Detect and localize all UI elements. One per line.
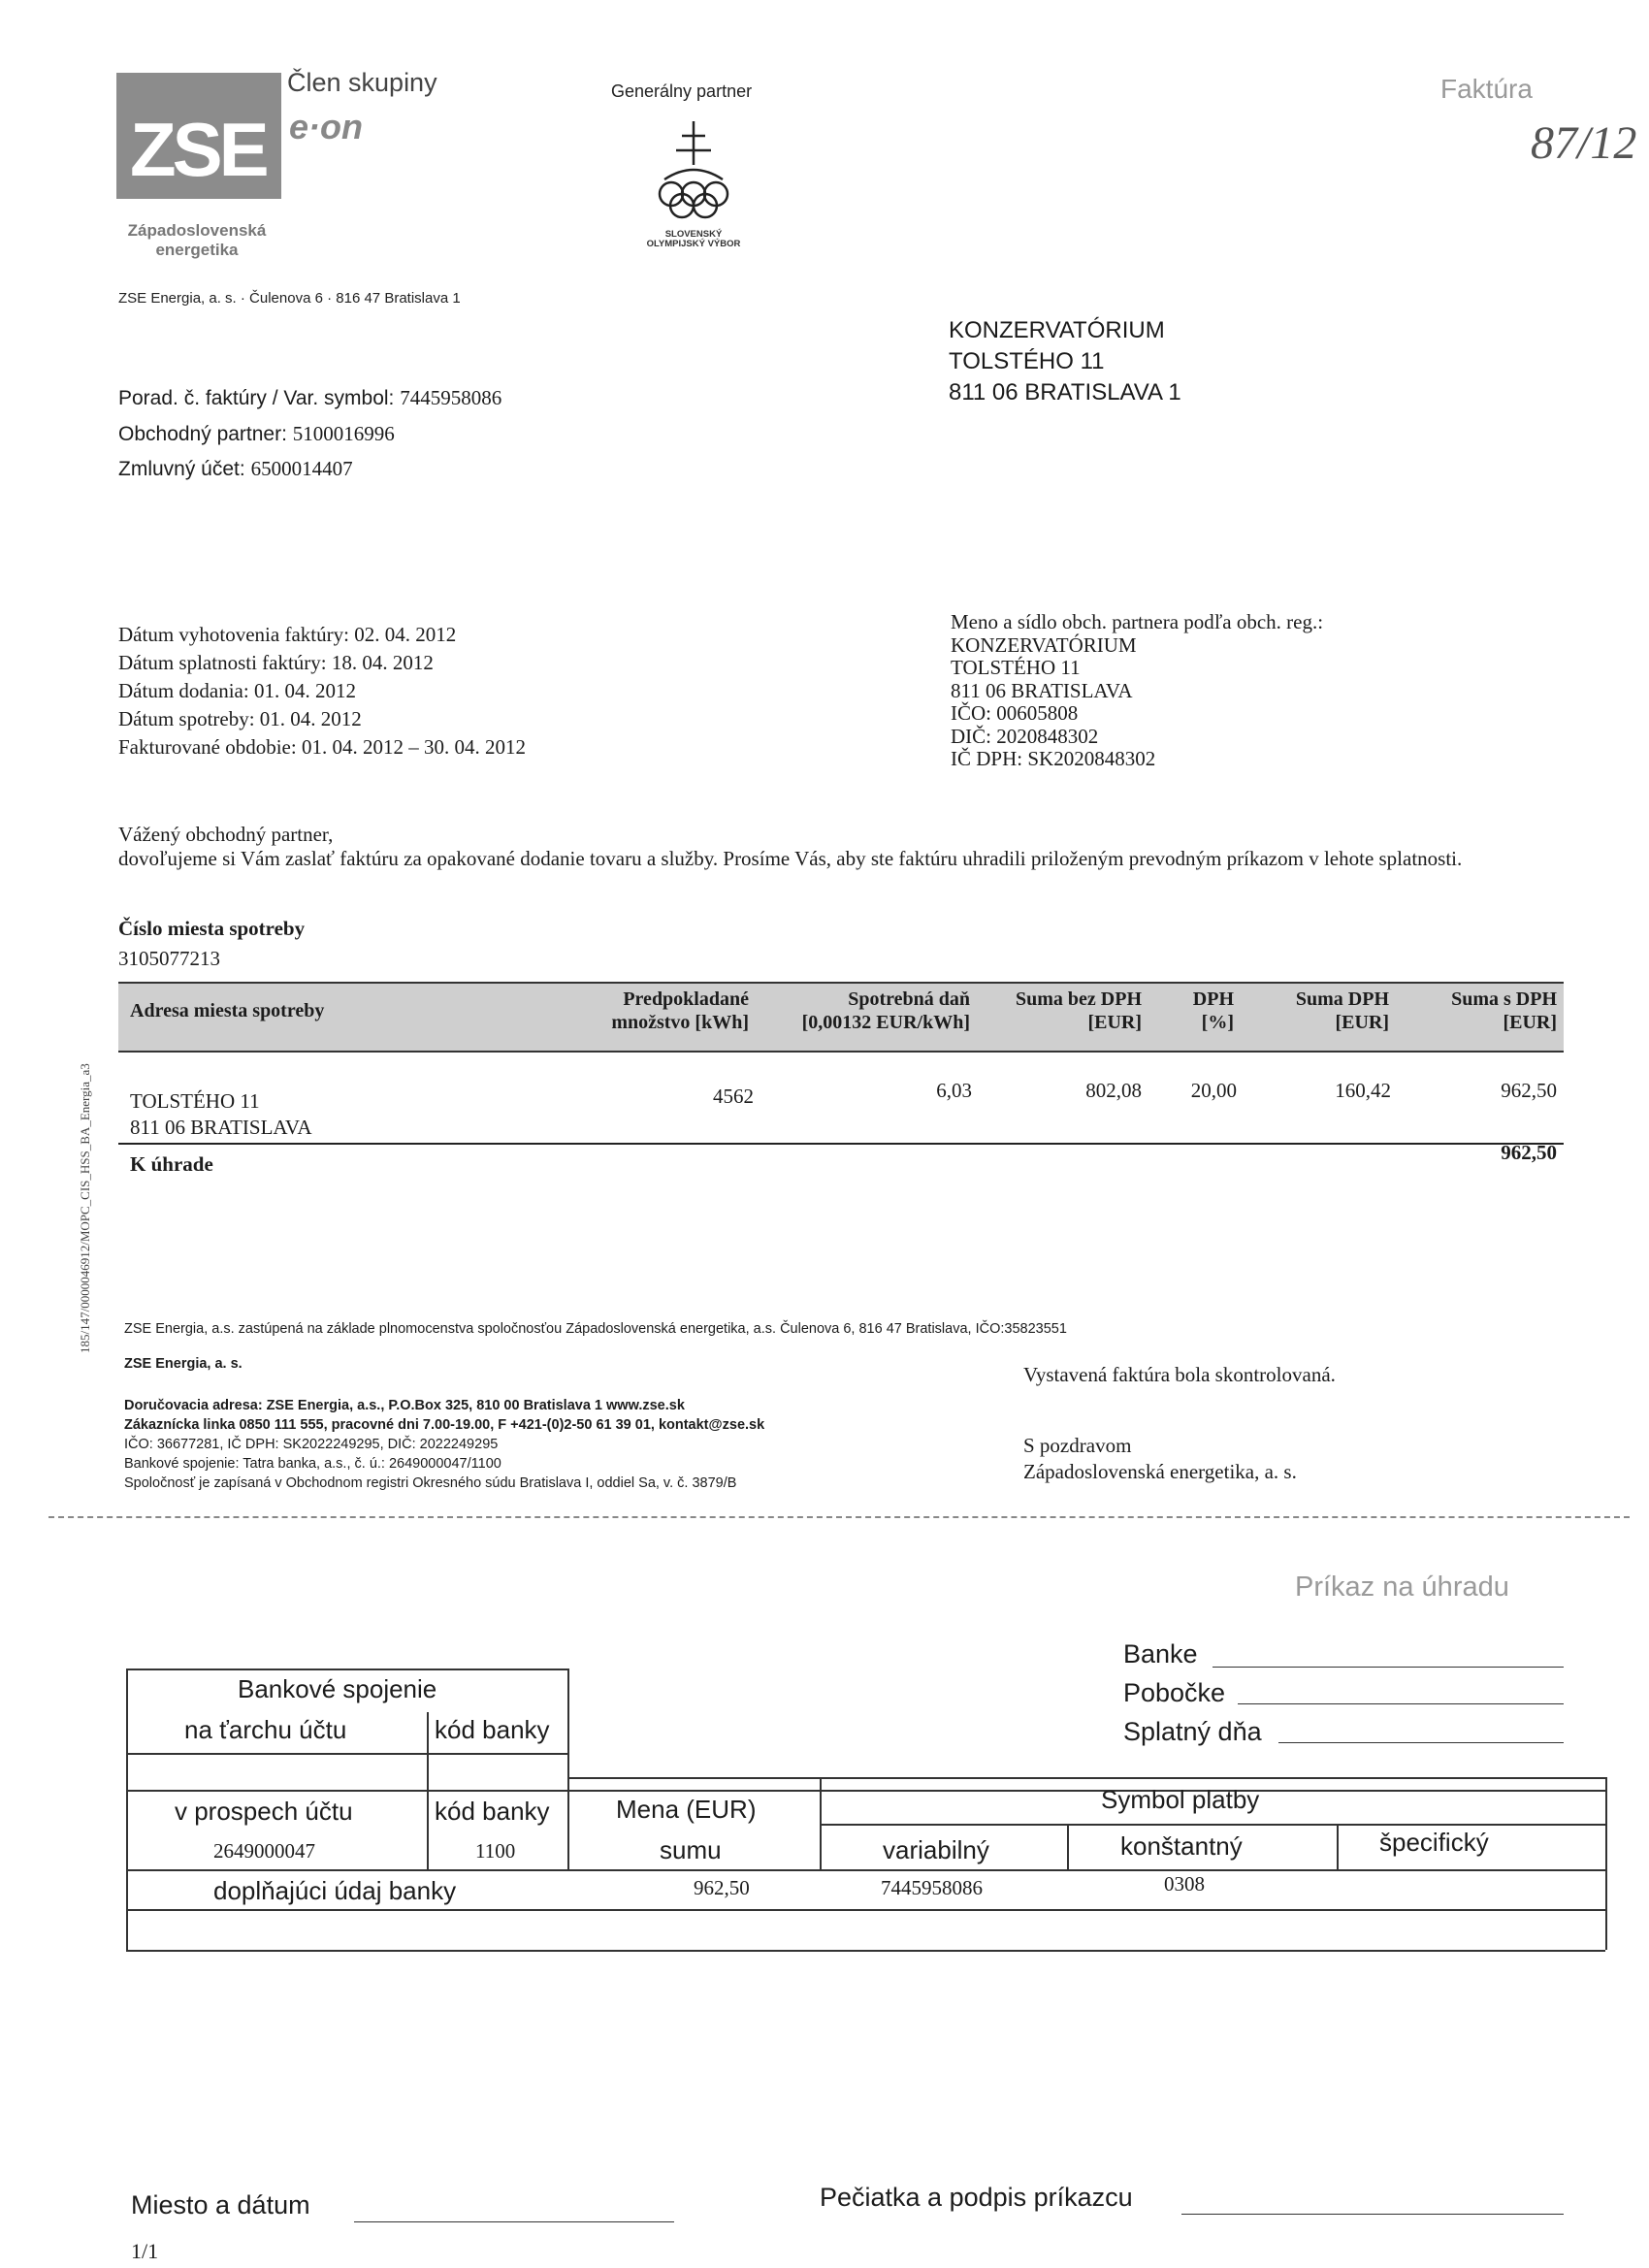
- bank-connection-label: Bankové spojenie: [238, 1674, 437, 1703]
- row-vat-rate: 20,00: [1190, 1079, 1237, 1102]
- debit-account-label: na ťarchu účtu: [184, 1715, 347, 1744]
- payment-order-form: [126, 1669, 1605, 1950]
- col-header-vatsum-line2: [EUR]: [1335, 1012, 1389, 1033]
- business-partner-value: 5100016996: [292, 422, 395, 445]
- regards-company: Západoslovenská energetika, a. s.: [1023, 1460, 1297, 1483]
- consumption-date: Dátum spotreby: 01. 04. 2012: [118, 707, 362, 730]
- col-header-address: Adresa miesta spotreby: [130, 1000, 325, 1021]
- olympic-committee-text: SLOVENSKÝ OLYMPIJSKÝ VÝBOR: [646, 229, 741, 249]
- credit-bank-code-value[interactable]: 1100: [475, 1839, 516, 1863]
- table-total-rule: [118, 1143, 1564, 1145]
- bank-label: Banke: [1123, 1639, 1198, 1669]
- po-line: [126, 1790, 1605, 1792]
- place-date-label: Miesto a dátum: [131, 2190, 310, 2219]
- greeting: Vážený obchodný partner,: [118, 823, 334, 846]
- partner-reg-dic: DIČ: 2020848302: [951, 724, 1099, 748]
- business-partner-row: [118, 422, 395, 446]
- bank-fill-line[interactable]: [1212, 1667, 1564, 1668]
- partner-reg-street: TOLSTÉHO 11: [951, 656, 1081, 679]
- registry-info: Spoločnosť je zapísaná v Obchodnom registri Okresného súdu Bratislava I, oddiel Sa, v. č. 3879/B: [124, 1475, 737, 1491]
- consumption-point-number: 3105077213: [118, 947, 220, 970]
- credit-account-value[interactable]: 2649000047: [213, 1839, 315, 1863]
- contract-account-row: [118, 457, 353, 481]
- recipient-name: KONZERVATÓRIUM: [949, 317, 1165, 343]
- issuer-address: ZSE Energia, a. s. · Čulenova 6 · 816 47 Bratislava 1: [118, 290, 461, 307]
- col-header-excise-line2: [0,00132 EUR/kWh]: [801, 1012, 970, 1033]
- partner-reg-name: KONZERVATÓRIUM: [951, 632, 1137, 657]
- col-header-net-line1: Suma bez DPH: [1016, 988, 1142, 1010]
- payable-date-label: Splatný dňa: [1123, 1717, 1262, 1746]
- credit-bank-code-label: kód banky: [435, 1797, 550, 1826]
- signature-fill-line[interactable]: [1181, 2214, 1564, 2215]
- extra-bank-info-label: doplňajúci údaj banky: [213, 1876, 457, 1905]
- zse-logo: [116, 73, 281, 199]
- page-number: 1/1: [131, 2239, 159, 2263]
- amount-due-label: K úhrade: [130, 1152, 213, 1176]
- logo-company-name: Západoslovenská energetika: [127, 221, 267, 260]
- table-header-rule: [118, 1051, 1564, 1053]
- variable-symbol-label: variabilný: [883, 1835, 989, 1864]
- constant-symbol-value[interactable]: 0308: [1164, 1872, 1205, 1895]
- specific-symbol-label: špecifický: [1379, 1828, 1489, 1857]
- partner-registration-block: [951, 611, 1323, 771]
- po-line: [126, 1669, 567, 1670]
- col-header-gross-line2: [EUR]: [1503, 1012, 1557, 1033]
- general-partner-label: Generálny partner: [611, 81, 753, 101]
- col-header-excise-line1: Spotrebná daň: [848, 988, 970, 1010]
- row-excise-tax: 6,03: [936, 1079, 972, 1102]
- recipient-address: [949, 315, 1181, 408]
- po-line: [126, 1950, 1605, 1952]
- col-header-net-line2: [EUR]: [1087, 1012, 1142, 1033]
- po-line: [1605, 1777, 1607, 1950]
- checked-note: Vystavená faktúra bola skontrolovaná.: [1023, 1363, 1336, 1386]
- zse-logo-text: ZSE: [130, 107, 266, 192]
- po-line: [1067, 1824, 1069, 1869]
- currency-label: Mena (EUR): [616, 1795, 757, 1824]
- po-line: [567, 1777, 1605, 1779]
- delivery-date: Dátum dodania: 01. 04. 2012: [118, 679, 356, 702]
- issue-date: Dátum vyhotovenia faktúry: 02. 04. 2012: [118, 623, 457, 646]
- row-net: 802,08: [1085, 1079, 1142, 1102]
- col-header-vat-line2: [%]: [1201, 1012, 1234, 1033]
- col-header-gross-line1: Suma s DPH: [1451, 988, 1557, 1010]
- agent-note: ZSE Energia, a.s. zastúpená na základe plnomocenstva spoločnosťou Západoslovenská energetika, a.s. Čulenova 6, 816 47 Bratislava, IČO:35823551: [124, 1321, 1067, 1337]
- bank-details: Bankové spojenie: Tatra banka, a.s., č. ú.: 2649000047/1100: [124, 1456, 501, 1472]
- col-header-vatsum-line1: Suma DPH: [1295, 988, 1389, 1010]
- debit-bank-code-label: kód banky: [435, 1715, 550, 1744]
- invoice-number-value: 7445958086: [400, 386, 502, 409]
- row-vat-sum: 160,42: [1335, 1079, 1391, 1102]
- branch-label: Pobočke: [1123, 1678, 1226, 1707]
- po-line: [567, 1669, 569, 1790]
- group-label: Člen skupiny: [287, 68, 437, 97]
- intro-text: [118, 823, 1554, 871]
- business-partner-label: Obchodný partner:: [118, 423, 287, 445]
- row-gross: 962,50: [1501, 1079, 1557, 1102]
- po-line: [126, 1869, 1605, 1871]
- recipient-street: TOLSTÉHO 11: [949, 348, 1105, 374]
- col-header-vat-rate: [1154, 988, 1234, 1034]
- invoice-number-row: [118, 386, 501, 410]
- po-line: [126, 1753, 567, 1755]
- eon-logo: e·on: [289, 107, 363, 146]
- po-line: [1337, 1824, 1339, 1869]
- contract-account-value: 6500014407: [250, 457, 353, 480]
- issuer-name: ZSE Energia, a. s.: [124, 1356, 242, 1372]
- col-header-quantity-line1: Predpokladané: [623, 988, 749, 1010]
- amount-due-value: 962,50: [1501, 1141, 1557, 1164]
- po-line: [126, 1909, 1605, 1911]
- po-line: [820, 1824, 1605, 1826]
- col-header-gross: [1397, 988, 1557, 1034]
- due-date: Dátum splatnosti faktúry: 18. 04. 2012: [118, 651, 434, 674]
- col-header-vat-line1: DPH: [1192, 988, 1234, 1010]
- handwritten-note: 87/12: [1531, 117, 1637, 169]
- row-address-city: 811 06 BRATISLAVA: [130, 1116, 312, 1139]
- cut-line: [48, 1516, 1630, 1518]
- recipient-city: 811 06 BRATISLAVA 1: [949, 379, 1181, 405]
- stamp-signature-label: Pečiatka a podpis príkazcu: [820, 2183, 1133, 2212]
- table-top-rule: [118, 982, 1564, 984]
- variable-symbol-value[interactable]: 7445958086: [881, 1876, 983, 1899]
- regards: S pozdravom: [1023, 1434, 1132, 1457]
- row-quantity: 4562: [713, 1085, 754, 1108]
- partner-reg-city: 811 06 BRATISLAVA: [951, 678, 1133, 702]
- col-header-quantity-line2: množstvo [kWh]: [611, 1012, 749, 1033]
- customer-hotline: Zákaznícka linka 0850 111 555, pracovné dni 7.00-19.00, F +421-(0)2-50 61 39 01, kontakt@zse.sk: [124, 1417, 765, 1433]
- col-header-quantity: [543, 988, 749, 1034]
- partner-reg-ico: IČO: 00605808: [951, 701, 1079, 725]
- partner-reg-heading: Meno a sídlo obch. partnera podľa obch. reg.:: [951, 610, 1324, 633]
- billing-period: Fakturované obdobie: 01. 04. 2012 – 30. 04. 2012: [118, 735, 526, 759]
- document-title: Faktúra: [1440, 74, 1533, 104]
- consumption-point-label: Číslo miesta spotreby: [118, 917, 306, 940]
- delivery-address: Doručovacia adresa: ZSE Energia, a.s., P.O.Box 325, 810 00 Bratislava 1 www.zse.sk: [124, 1398, 685, 1413]
- intro-body: dovoľujeme si Vám zaslať faktúru za opakované dodanie tovaru a služby. Prosíme Vás, aby ste faktúru uhradili priloženým prevodným príkazom v lehote splatnosti.: [118, 847, 1463, 870]
- amount-value[interactable]: 962,50: [694, 1876, 750, 1899]
- payment-symbol-label: Symbol platby: [1101, 1785, 1260, 1814]
- invoice-number-label: Porad. č. faktúry / Var. symbol:: [118, 387, 395, 409]
- table-row-address: [130, 1088, 311, 1141]
- col-header-excise-tax: [757, 988, 970, 1034]
- credit-account-label: v prospech účtu: [175, 1797, 353, 1826]
- contract-account-label: Zmluvný účet:: [118, 458, 245, 480]
- place-date-fill-line[interactable]: [354, 2221, 674, 2222]
- col-header-vat-sum: [1251, 988, 1389, 1034]
- side-document-code: 185/147/0000046912/MOPC_CIS_HSS_BA_Energia_a3: [78, 1063, 92, 1353]
- po-line: [567, 1777, 569, 1869]
- amount-label: sumu: [660, 1835, 722, 1864]
- constant-symbol-label: konštantný: [1120, 1831, 1243, 1861]
- payment-order-title: Príkaz na úhradu: [1295, 1571, 1509, 1603]
- col-header-net: [975, 988, 1142, 1034]
- row-address-street: TOLSTÉHO 11: [130, 1089, 260, 1113]
- partner-reg-icdph: IČ DPH: SK2020848302: [951, 747, 1156, 770]
- po-line: [126, 1669, 128, 1950]
- olympic-committee-logo: [635, 112, 752, 247]
- company-ids: IČO: 36677281, IČ DPH: SK2022249295, DIČ: 2022249295: [124, 1437, 499, 1452]
